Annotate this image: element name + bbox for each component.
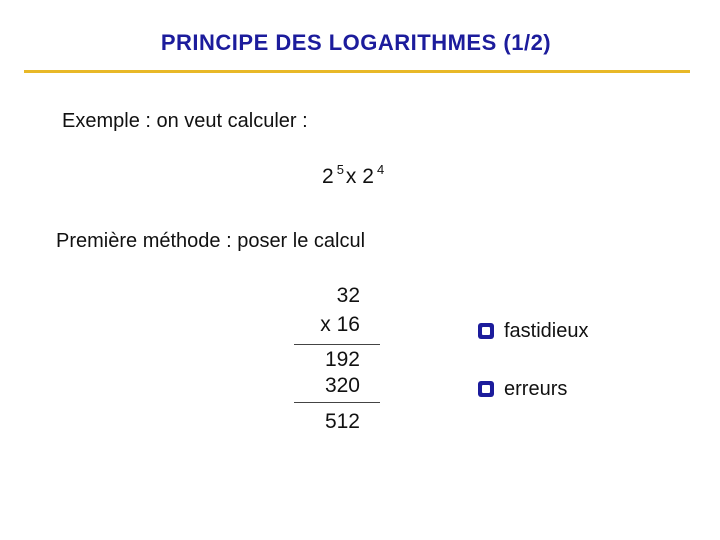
expr-exponent-2: 4 xyxy=(376,162,385,177)
calc-multiplicand: 32 xyxy=(336,284,360,307)
expr-base-2: 2 xyxy=(362,165,374,188)
calc-line-1 xyxy=(294,344,380,345)
bullet-erreurs: erreurs xyxy=(504,378,568,400)
method-text: Première méthode : poser le calcul xyxy=(56,230,366,252)
intro-text: Exemple : on veut calculer : xyxy=(62,110,308,132)
calc-partial-2: 320 xyxy=(324,374,360,397)
calc-line-2 xyxy=(294,402,380,403)
bullet-fastidieux: fastidieux xyxy=(504,320,589,342)
checkbox-icon xyxy=(476,379,496,399)
title-underline xyxy=(24,70,690,73)
expr-base-1: 2 xyxy=(322,165,334,188)
power-expression xyxy=(322,162,386,189)
expr-exponent-1: 5 xyxy=(336,162,344,177)
bullet-box-inner xyxy=(482,327,490,335)
expr-operator: x xyxy=(345,165,357,188)
checkbox-icon xyxy=(476,321,496,341)
slide-title: PRINCIPE DES LOGARITHMES (1/2) xyxy=(160,30,552,55)
calc-multiplier: x 16 xyxy=(320,313,360,336)
bullet-box-inner xyxy=(482,385,490,393)
calc-partial-1: 192 xyxy=(324,348,360,371)
calc-result: 512 xyxy=(324,410,360,433)
